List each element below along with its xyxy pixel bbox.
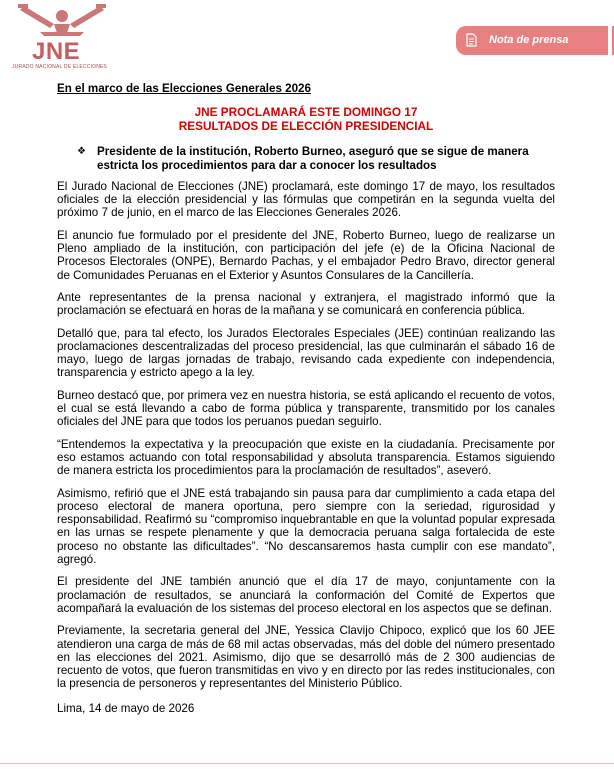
- footer-divider: [0, 763, 614, 764]
- press-release-label: Nota de prensa: [489, 34, 569, 46]
- bullet-text: Presidente de la institución, Roberto Burneo, aseguró que se sigue de manera estricta los procedimientos para dar a conocer los resultados: [97, 145, 529, 172]
- paragraph: El Jurado Nacional de Elecciones (JNE) proclamará, este domingo 17 de mayo, los resultados oficiales de la elección presidencial y las fórmulas que competirán en la segunda vuelta del próximo 7 de junio, en el marco de las Elecciones Generales 2026.: [57, 179, 555, 220]
- paragraph: El presidente del JNE también anunció que el día 17 de mayo, conjuntamente con la proclamación de resultados, se anunciará la conformación del Comité de Expertos que acompañará la evaluación de los sistemas del proceso electoral en los aspectos que se definan.: [57, 575, 555, 615]
- article-headline: [57, 106, 555, 133]
- headline-line-1: JNE PROCLAMARÁ ESTE DOMINGO 17: [194, 105, 418, 120]
- paragraph: “Entendemos la expectativa y la preocupación que existe en la ciudadanía. Precisamente por eso estamos actuando con total responsabilidad y absoluta transparencia. Estamos siguiendo de manera estricta los procedimientos para la proclamación de resultados”, aseveró.: [57, 437, 555, 478]
- dateline: Lima, 14 de mayo de 2026: [57, 701, 195, 715]
- headline-line-2: RESULTADOS DE ELECCIÓN PRESIDENCIAL: [178, 118, 434, 133]
- paragraph: Ante representantes de la prensa nacional y extranjera, el magistrado informó que la proclamación se efectuará en horas de la mañana y se comunicará en conferencia pública.: [57, 290, 555, 318]
- paragraph: Previamente, la secretaria general del JNE, Yessica Clavijo Chipoco, explicó que los 60 JEE atendieron una carga de más de 68 mil actas observadas, más del doble del número presentado en las elecciones del 2021. Asimismo, dijo que se desarrolló más de 2 300 audiencias de recuento de votos, que fueron transmitidas en vivo y en directo por las redes institucionales, con la presencia de personeros y representantes del Ministerio Público.: [57, 624, 555, 691]
- logo-wordmark: JNE: [32, 38, 81, 65]
- summary-bullet: [77, 145, 555, 172]
- diamond-bullet-icon: ❖: [77, 146, 86, 158]
- paragraph: Asimismo, refirió que el JNE está trabajando sin pausa para dar cumplimiento a cada etapa del proceso electoral de manera oportuna, pero siempre con la seriedad, rigurosidad y responsabilidad. Reafirmó su “compromiso inquebrantable en que la voluntad popular expresada en las urnas se respete plenamente y que la democracia peruana salga fortalecida de este proceso no obstante las dificultades”. “No descansaremos hasta cumplir con ese mandato”, agregó.: [57, 486, 555, 567]
- jne-emblem-icon: [10, 2, 114, 42]
- paragraph: El anuncio fue formulado por el presidente del JNE, Roberto Burneo, luego de realizarse un Pleno ampliado de la institución, con participación del jefe (e) de la Oficina Nacional de Procesos Electorales (ONPE), Bernardo Pachas, y el embajador Pedro Bravo, director general de Comunidades Peruanas en el Exterior y Asuntos Consulares de la Cancillería.: [57, 228, 555, 282]
- logo-subtitle: JURADO NACIONAL DE ELECCIONES: [12, 64, 108, 70]
- paragraph: Burneo destacó que, por primera vez en nuestra historia, se está aplicando el recuento de votos, el cual se está llevando a cabo de forma pública y transparente, transmitido por los canales oficiales del JNE para que todos los peruanos puedan seguirlo.: [57, 388, 555, 429]
- jne-logo: [10, 2, 114, 72]
- article-kicker: En el marco de las Elecciones Generales 2026: [57, 82, 311, 95]
- paragraph: Detalló que, para tal efecto, los Jurados Electorales Especiales (JEE) continúan realizando las proclamaciones descentralizadas del proceso presidencial, las que culminarán el sábado 16 de mayo, luego de largas jornadas de trabajo, revisando cada expediente con independencia, transparencia y estricto apego a la ley.: [57, 326, 555, 380]
- article-body: [57, 82, 555, 715]
- document-icon: [466, 33, 477, 47]
- press-release-tab: [456, 26, 608, 55]
